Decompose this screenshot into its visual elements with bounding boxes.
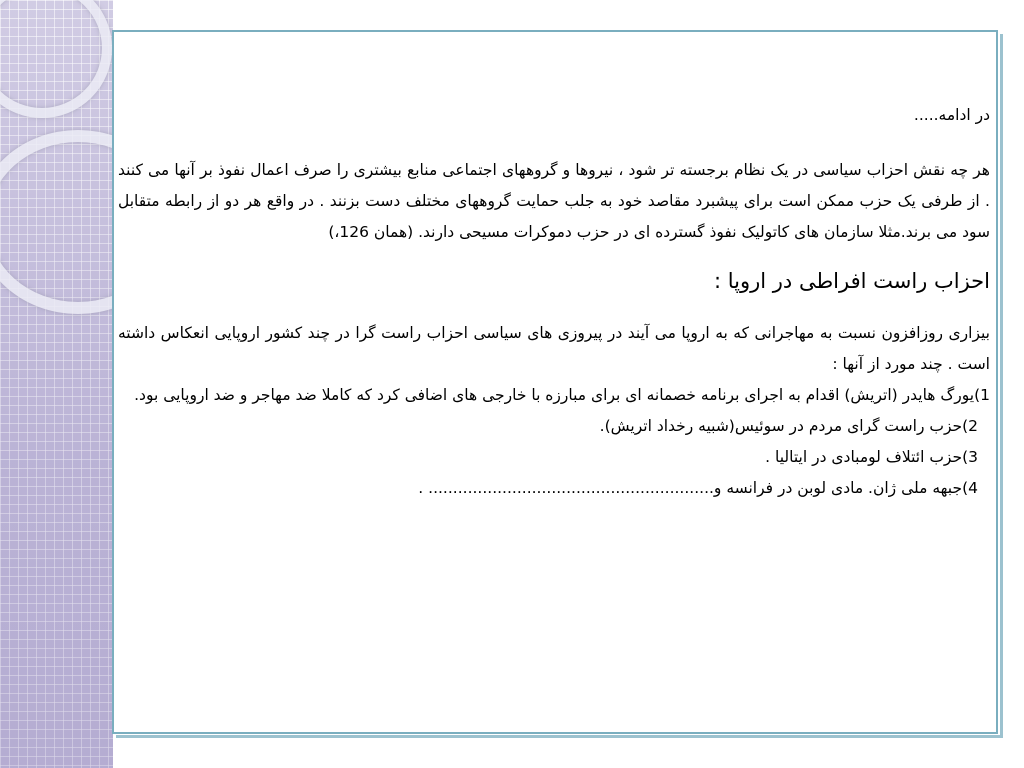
paragraph-parties-influence: هر چه نقش احزاب سیاسی در یک نظام برجسته تر شود ، نیروها و گروههای اجتماعی منابع بیشتری را صرف اعمال نفوذ بر آنها می کنند . از طرفی یک حزب ممکن است برای پیشبرد مقاصد خود به جلب حمایت گروههای مختلف دست بزنند . در واقع هر دو از رابطه متقابل سود می برند.مثلا سازمان های کاتولیک نفوذ گسترده ای در حزب دموکرات مسیحی دارند. (همان 126،) — [118, 161, 990, 241]
list-item: 2)حزب راست گرای مردم در سوئیس(شبیه رخداد اتریش). — [599, 417, 978, 435]
section-heading: احزاب راست افراطی در اروپا : — [713, 269, 990, 293]
list-item: 1)یورگ هایدر (اتریش) اقدام به اجرای برنامه خصمانه ای برای مبارزه با خارجی های اضافی کرد که کاملا ضد مهاجر و ضد اروپایی بود. — [134, 386, 990, 404]
frame-shadow-right — [1000, 34, 1003, 737]
slide-text-content — [118, 100, 990, 504]
intro-line: در ادامه..... — [913, 106, 990, 124]
list-item: 4)جبهه ملی ژان. مادی لوبن در فرانسه و.......................................................... . — [418, 479, 978, 497]
frame-shadow-bottom — [116, 735, 1003, 738]
paragraph-anti-immigrant: بیزاری روزافزون نسبت به مهاجرانی که به اروپا می آیند در پیروزی های سیاسی احزاب راست گرا در چند کشور اروپایی انعکاس داشته است . چند مورد از آنها : — [118, 324, 990, 373]
decorative-sidebar — [0, 0, 113, 768]
list-item: 3)حزب ائتلاف لومبادی در ایتالیا . — [765, 448, 978, 466]
